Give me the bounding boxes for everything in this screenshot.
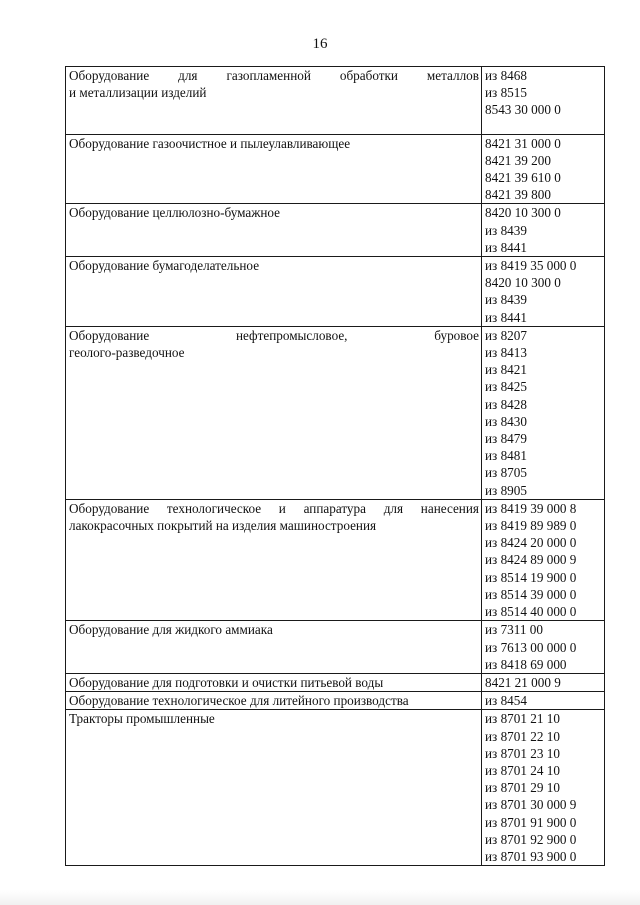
equipment-name-line: Оборудование газоочистное и пылеулавливающее — [69, 135, 351, 151]
table-row — [66, 673, 605, 691]
tn-ved-code: из 8454 — [485, 693, 527, 709]
tn-ved-code: из 7311 00 — [485, 622, 543, 638]
table-row — [66, 621, 605, 674]
tn-ved-code: из 8207 — [485, 327, 527, 343]
tn-ved-code: 8421 39 800 — [485, 187, 551, 203]
tn-ved-code: из 8441 — [485, 239, 527, 255]
tn-ved-code: из 8701 24 10 — [485, 762, 560, 778]
equipment-name-line: Оборудование технологическое и аппаратура для нанесения — [69, 500, 479, 516]
tn-ved-code: из 8905 — [485, 482, 527, 498]
tn-ved-code: из 8701 29 10 — [485, 780, 560, 796]
tn-ved-code: из 8430 — [485, 413, 527, 429]
tn-ved-code: из 8701 21 10 — [485, 711, 560, 727]
tn-ved-code-cell — [482, 134, 605, 204]
tn-ved-code-cell — [482, 326, 605, 499]
tn-ved-code: из 8424 20 000 0 — [485, 535, 577, 551]
tn-ved-code: из 8418 69 000 — [485, 656, 567, 672]
tn-ved-code: 8421 39 610 0 — [485, 170, 561, 186]
equipment-name-line: Оборудование для жидкого аммиака — [69, 622, 273, 638]
tn-ved-code: из 8468 — [485, 68, 527, 83]
equipment-name-cell — [66, 67, 482, 135]
tn-ved-code: из 8701 92 900 0 — [485, 831, 577, 847]
table-row — [66, 499, 605, 620]
tn-ved-code-cell — [482, 499, 605, 620]
tn-ved-code-cell — [482, 673, 605, 691]
tn-ved-code-cell — [482, 204, 605, 257]
tn-ved-code: 8421 39 200 — [485, 152, 551, 168]
tn-ved-code: 8420 10 300 0 — [485, 205, 561, 221]
tn-ved-code: из 8705 — [485, 465, 527, 481]
tn-ved-code: из 8419 35 000 0 — [485, 258, 577, 274]
equipment-name-cell — [66, 692, 482, 710]
equipment-name-cell — [66, 673, 482, 691]
table-row — [66, 134, 605, 204]
equipment-name-line: Оборудование технологическое для литейного производства — [69, 693, 409, 709]
tn-ved-code: из 8701 91 900 0 — [485, 814, 577, 830]
tn-ved-code: из 8439 — [485, 292, 527, 308]
page-number: 16 — [312, 36, 328, 52]
tn-ved-code: из 7613 00 000 0 — [485, 639, 577, 655]
equipment-name-cell — [66, 621, 482, 674]
tn-ved-code-cell — [482, 257, 605, 327]
tn-ved-code: из 8428 — [485, 396, 527, 412]
tn-ved-code: из 8413 — [485, 345, 527, 361]
tn-ved-code: из 8701 93 900 0 — [485, 848, 577, 864]
table-row — [66, 326, 605, 499]
tn-ved-code: 8421 31 000 0 — [485, 135, 561, 151]
equipment-name-line: геолого-разведочное — [69, 345, 185, 361]
equipment-name-cell — [66, 257, 482, 327]
table-row — [66, 67, 605, 135]
table-row — [66, 710, 605, 866]
equipment-name-line: и металлизации изделий — [69, 85, 207, 101]
tn-ved-code: из 8424 89 000 9 — [485, 552, 577, 568]
equipment-name-line: Оборудование нефтепромысловое, буровое — [69, 327, 479, 343]
tn-ved-code-cell — [482, 67, 605, 135]
equipment-name-cell — [66, 499, 482, 620]
tn-ved-code: 8543 30 000 0 — [485, 102, 561, 118]
tn-ved-code: из 8514 40 000 0 — [485, 604, 577, 620]
equipment-name-cell — [66, 326, 482, 499]
equipment-name-cell — [66, 710, 482, 866]
tn-ved-code-cell — [482, 710, 605, 866]
table-body — [66, 67, 605, 866]
table-row — [66, 204, 605, 257]
tn-ved-code-cell — [482, 621, 605, 674]
tn-ved-code: из 8441 — [485, 309, 527, 325]
equipment-name-line: Тракторы промышленные — [69, 711, 215, 727]
tn-ved-code: из 8515 — [485, 85, 527, 101]
tn-ved-code: из 8419 39 000 8 — [485, 500, 577, 516]
tn-ved-code-cell — [482, 692, 605, 710]
page-bottom-edge — [0, 890, 640, 905]
equipment-codes-table — [65, 66, 605, 866]
equipment-name-line: лакокрасочных покрытий на изделия машиностроения — [69, 518, 377, 534]
tn-ved-code: из 8701 30 000 9 — [485, 797, 577, 813]
tn-ved-code: из 8425 — [485, 379, 527, 395]
table-row — [66, 692, 605, 710]
table-row — [66, 257, 605, 327]
tn-ved-code: из 8481 — [485, 448, 527, 464]
tn-ved-code: 8420 10 300 0 — [485, 275, 561, 291]
tn-ved-code: из 8701 22 10 — [485, 728, 560, 744]
equipment-name-line: Оборудование целлюлозно-бумажное — [69, 205, 281, 221]
equipment-name-line: Оборудование бумагоделательное — [69, 258, 260, 274]
equipment-name-cell — [66, 134, 482, 204]
equipment-name-line: Оборудование для подготовки и очистки питьевой воды — [69, 674, 384, 690]
tn-ved-code: из 8419 89 989 0 — [485, 518, 577, 534]
tn-ved-code: из 8421 — [485, 362, 527, 378]
tn-ved-code: из 8479 — [485, 431, 527, 447]
equipment-name-cell — [66, 204, 482, 257]
equipment-name-line: Оборудование для газопламенной обработки металлов — [69, 68, 479, 83]
tn-ved-code: из 8701 23 10 — [485, 745, 560, 761]
tn-ved-code: из 8439 — [485, 222, 527, 238]
tn-ved-code: из 8514 19 900 0 — [485, 569, 577, 585]
tn-ved-code: 8421 21 000 9 — [485, 674, 561, 690]
tn-ved-code: из 8514 39 000 0 — [485, 586, 577, 602]
